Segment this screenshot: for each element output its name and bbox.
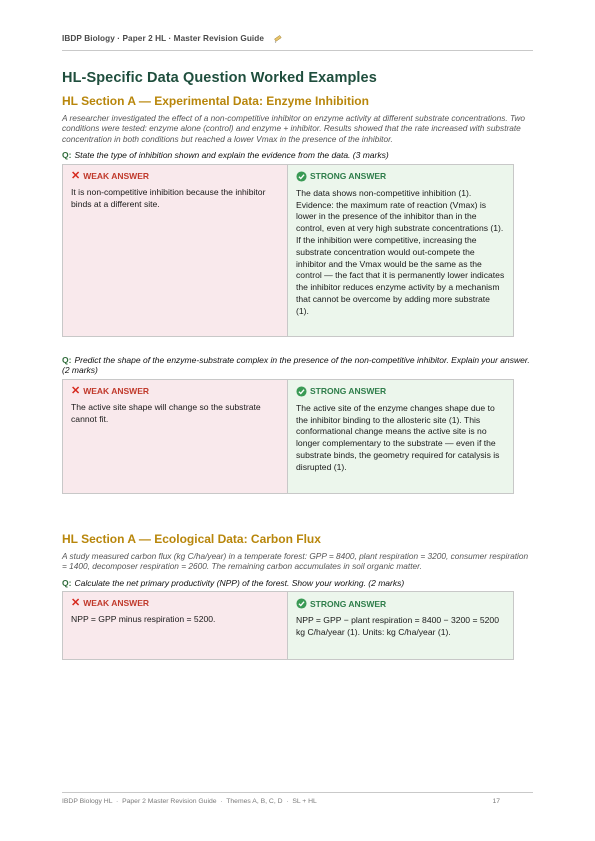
weak-answer-text: NPP = GPP minus respiration = 5200. — [71, 614, 216, 625]
question-label: Q: — [62, 354, 72, 365]
strong-answer-text: NPP = GPP − plant respiration = 8400 − 3200 = 5200 kg C/ha/year (1). Units: kg C/ha/year (1). — [296, 615, 499, 637]
strong-answer-label: STRONG ANSWER — [310, 386, 387, 397]
strong-answer-box — [288, 380, 513, 493]
strong-answer-label: STRONG ANSWER — [310, 171, 387, 182]
weak-answer-text: The active site shape will change so the substrate cannot fit. — [71, 401, 261, 424]
question-label: Q: — [62, 577, 72, 588]
footer-separator: · — [220, 798, 223, 805]
answer-comparison — [62, 379, 514, 494]
weak-answer-header — [71, 598, 279, 608]
footer-part: Themes A, B, C, D — [226, 798, 283, 805]
weak-answer-label: WEAK ANSWER — [83, 598, 150, 609]
section-intro: A study measured carbon flux (kg C/ha/year) in a temperate forest: GPP = 8400, plant respiration = 3200, consumer respiration = 1400, decomposer respiration = 2600. The remaining carbon accumulates in soil organic matter. — [62, 550, 529, 572]
weak-answer-header — [71, 171, 279, 181]
section-intro: A researcher investigated the effect of a non-competitive inhibitor on enzyme activity at different substrate concentrations. Two conditions were tested: enzyme alone (control) and enzyme + inhibitor. Results showed that the rate increased with substrate concentration in both conditions but reached a lower Vmax in the presence of the inhibitor. — [62, 113, 526, 144]
main-content — [62, 70, 533, 660]
weak-answer-box — [63, 380, 288, 493]
check-icon — [296, 171, 307, 182]
pencil-icon — [274, 34, 283, 43]
question — [62, 150, 533, 161]
cross-icon: ✕ — [71, 597, 81, 610]
cross-icon: ✕ — [71, 384, 81, 397]
check-icon — [296, 598, 307, 609]
strong-answer-box — [288, 592, 513, 659]
footer-separator: · — [286, 798, 289, 805]
strong-answer-label: STRONG ANSWER — [310, 598, 387, 609]
footer-part: IBDP Biology HL — [62, 798, 113, 805]
question-text: State the type of inhibition shown and explain the evidence from the data. (3 marks) — [74, 150, 389, 161]
section-title: HL Section A — Experimental Data: Enzyme Inhibition — [62, 94, 369, 108]
footer-part: SL + HL — [292, 798, 317, 805]
footer-part: Paper 2 Master Revision Guide — [122, 798, 217, 805]
strong-answer-text: The data shows non-competitive inhibition (1). Evidence: the maximum rate of reaction (Vmax) is lower in the presence of the inhibitor than in the control, even at very high substrate concentrations (1). If the inhibition were competitive, increasing the substrate concentration would out-compete the inhibitor and the Vmax would be the same as the control — the fact that it is permanently lower indicates the inhibitor reduces enzyme activity by a mechanism that cannot be overcome by adding more substrate (1). — [296, 187, 505, 316]
weak-answer-header — [71, 386, 279, 396]
page-title: HL-Specific Data Question Worked Examples — [62, 70, 377, 86]
page-header — [62, 34, 533, 51]
check-icon — [296, 386, 307, 397]
footer-separator: · — [116, 798, 119, 805]
weak-answer-box — [63, 592, 288, 659]
page-number: 17 — [492, 798, 500, 805]
section-title: HL Section A — Ecological Data: Carbon Flux — [62, 531, 321, 546]
section-enzyme-inhibition — [62, 94, 533, 494]
weak-answer-text: It is non-competitive inhibition because the inhibitor binds at a different site. — [71, 186, 266, 209]
strong-answer-text: The active site of the enzyme changes shape due to the inhibitor binding to the allosteric site (1). This conformational change means the active site is no longer complementary to the substrate — even if the substrate binds, the geometry required for catalysis is disrupted (1). — [296, 402, 500, 472]
weak-answer-box — [63, 165, 288, 336]
header-title: IBDP Biology · Paper 2 HL · Master Revision Guide — [62, 34, 265, 43]
question — [62, 578, 533, 589]
strong-answer-box — [288, 165, 513, 336]
answer-comparison — [62, 591, 514, 660]
question — [62, 355, 533, 376]
question-label: Q: — [62, 150, 72, 161]
strong-answer-header — [296, 171, 505, 182]
weak-answer-label: WEAK ANSWER — [83, 170, 150, 181]
answer-comparison — [62, 164, 514, 337]
section-carbon-flux — [62, 532, 533, 660]
weak-answer-label: WEAK ANSWER — [83, 385, 150, 396]
question-text: Calculate the net primary productivity (NPP) of the forest. Show your working. (2 marks) — [74, 577, 405, 588]
strong-answer-header — [296, 386, 505, 397]
page-footer — [62, 792, 533, 805]
cross-icon: ✕ — [71, 169, 81, 182]
footer-text — [62, 798, 317, 805]
question-text: Predict the shape of the enzyme-substrate complex in the presence of the non-competitive inhibitor. Explain your answer. (2 marks) — [62, 354, 530, 376]
strong-answer-header — [296, 598, 505, 609]
